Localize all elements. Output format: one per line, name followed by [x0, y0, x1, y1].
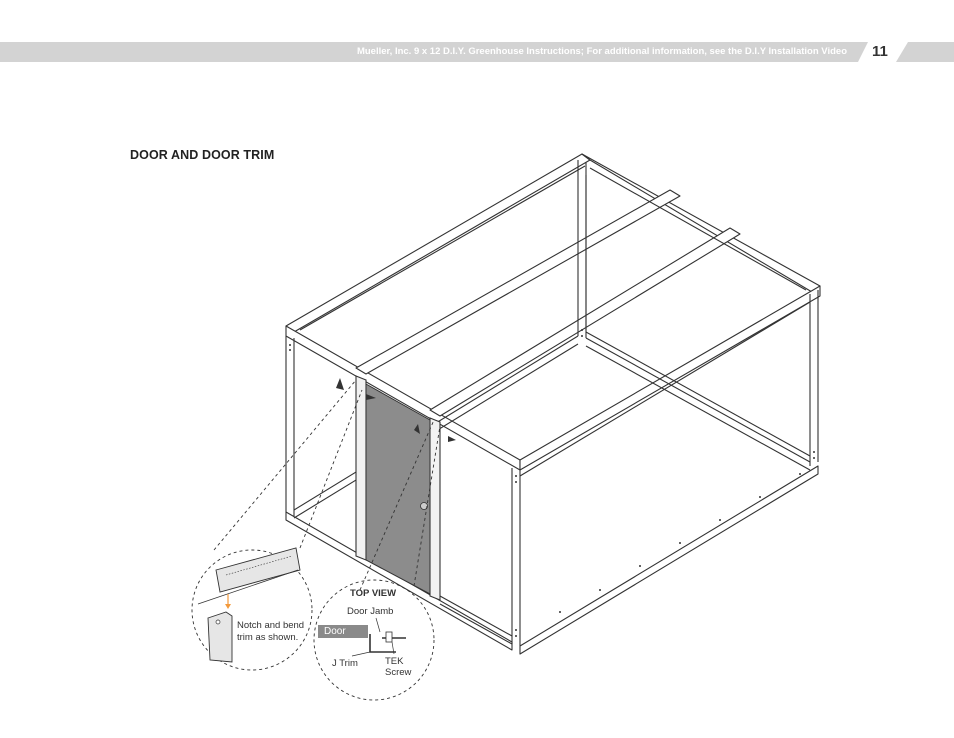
page-number: 11 [872, 43, 888, 60]
door-jamb-label: Door Jamb [347, 606, 394, 617]
section-title: DOOR AND DOOR TRIM [130, 148, 275, 162]
notch-note: Notch and bend trim as shown. [237, 620, 305, 643]
door-panel [366, 384, 430, 594]
header-text: Mueller, Inc. 9 x 12 D.I.Y. Greenhouse Instructions; For additional information, see the D.I.Y Installation Video [356, 46, 847, 57]
door-label: Door [318, 625, 368, 638]
j-trim-label: J Trim [332, 658, 358, 669]
tek-screw-label-line1: TEK [385, 656, 404, 667]
top-view-title: TOP VIEW [350, 588, 397, 599]
tek-screw-label-line2: Screw [385, 667, 412, 678]
